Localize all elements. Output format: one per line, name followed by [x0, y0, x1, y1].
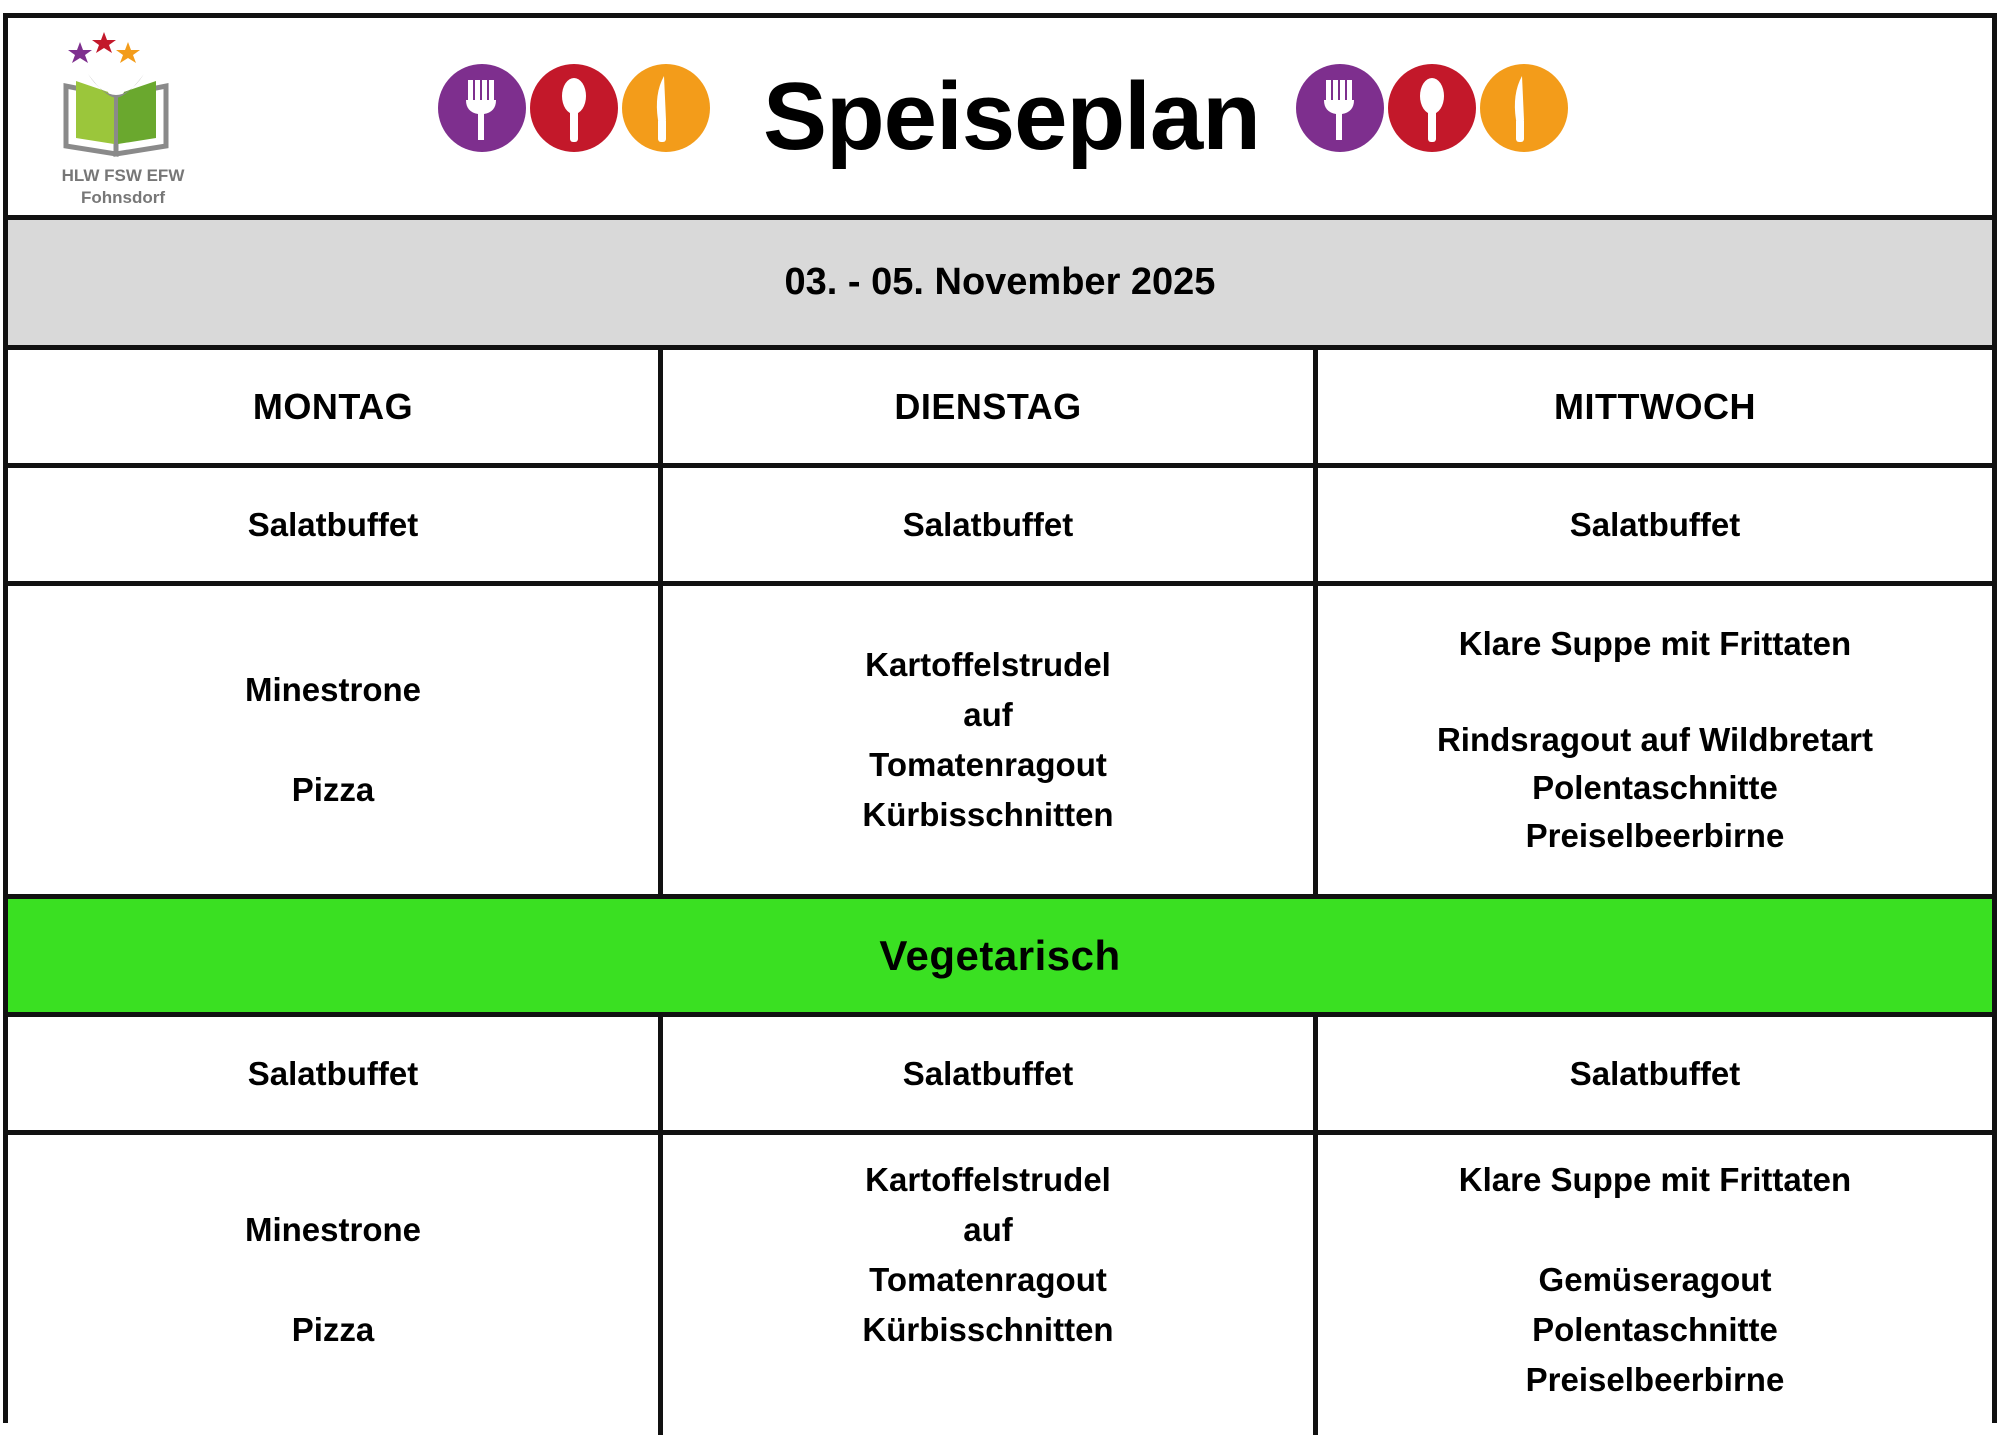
knife-icon [622, 64, 710, 152]
meal-line: Gemüseragout [1538, 1261, 1772, 1298]
logo-line-1: HLW FSW EFW [61, 166, 185, 185]
fork-icon [1296, 64, 1384, 152]
meal-line: Polentaschnitte [1532, 769, 1778, 806]
spoon-icon [1388, 64, 1476, 152]
meal-line: Tomatenragout [869, 746, 1107, 783]
meal-line: Kartoffelstrudel [865, 646, 1111, 683]
meal-line: auf [963, 1211, 1013, 1248]
meal-line: Minestrone [244, 671, 422, 708]
regular-meal-monday [8, 586, 663, 894]
regular-meal-row [8, 586, 1992, 899]
school-logo [48, 26, 198, 206]
meal-line: Preiselbeerbirne [1525, 1361, 1785, 1398]
fork-icon [438, 64, 526, 152]
date-bar [8, 220, 1992, 350]
regular-salad-monday: Salatbuffet [8, 468, 663, 581]
vegetarian-meal-row [8, 1135, 1992, 1435]
regular-meal-tuesday [663, 586, 1318, 894]
meal-line: Preiselbeerbirne [1525, 817, 1785, 854]
menu-sheet [3, 13, 1997, 1423]
regular-meal-wednesday [1318, 586, 1992, 894]
meal-line: Kartoffelstrudel [865, 1161, 1111, 1198]
vegetarian-salad-monday: Salatbuffet [8, 1017, 663, 1130]
meal-line: Minestrone [244, 1211, 422, 1248]
vegetarian-salad-tuesday: Salatbuffet [663, 1017, 1318, 1130]
vegetarian-meal-wednesday [1318, 1135, 1992, 1435]
meal-line: Klare Suppe mit Frittaten [1458, 1161, 1852, 1198]
meal-line: Kürbisschnitten [862, 796, 1114, 833]
day-header-row [8, 350, 1992, 468]
vegetarian-meal-monday [8, 1135, 663, 1435]
meal-line: Polentaschnitte [1532, 1311, 1778, 1348]
logo-line-2: Fohnsdorf [80, 188, 166, 207]
date-range: 03. - 05. November 2025 [784, 261, 1216, 303]
book-logo-icon [48, 26, 198, 166]
page-title: Speiseplan [763, 63, 1260, 170]
vegetarian-meal-tuesday [663, 1135, 1318, 1435]
regular-salad-tuesday: Salatbuffet [663, 468, 1318, 581]
regular-salad-row [8, 468, 1992, 586]
spoon-icon [530, 64, 618, 152]
knife-icon [1480, 64, 1568, 152]
meal-line: Klare Suppe mit Frittaten [1458, 625, 1852, 662]
header [8, 18, 1992, 220]
day-monday: MONTAG [8, 350, 663, 463]
meal-line: Tomatenragout [869, 1261, 1107, 1298]
day-tuesday: DIENSTAG [663, 350, 1318, 463]
meal-line: Pizza [291, 771, 375, 808]
regular-salad-wednesday: Salatbuffet [1569, 505, 1741, 543]
vegetarian-bar [8, 899, 1992, 1017]
day-wednesday: MITTWOCH [1554, 385, 1756, 427]
meal-line: auf [963, 696, 1013, 733]
meal-line: Rindsragout auf Wildbretart [1436, 721, 1874, 758]
meal-line: Pizza [291, 1311, 375, 1348]
vegetarian-label: Vegetarisch [879, 931, 1121, 979]
meal-line: Kürbisschnitten [862, 1311, 1114, 1348]
vegetarian-salad-wednesday: Salatbuffet [1569, 1054, 1741, 1092]
vegetarian-salad-row [8, 1017, 1992, 1135]
